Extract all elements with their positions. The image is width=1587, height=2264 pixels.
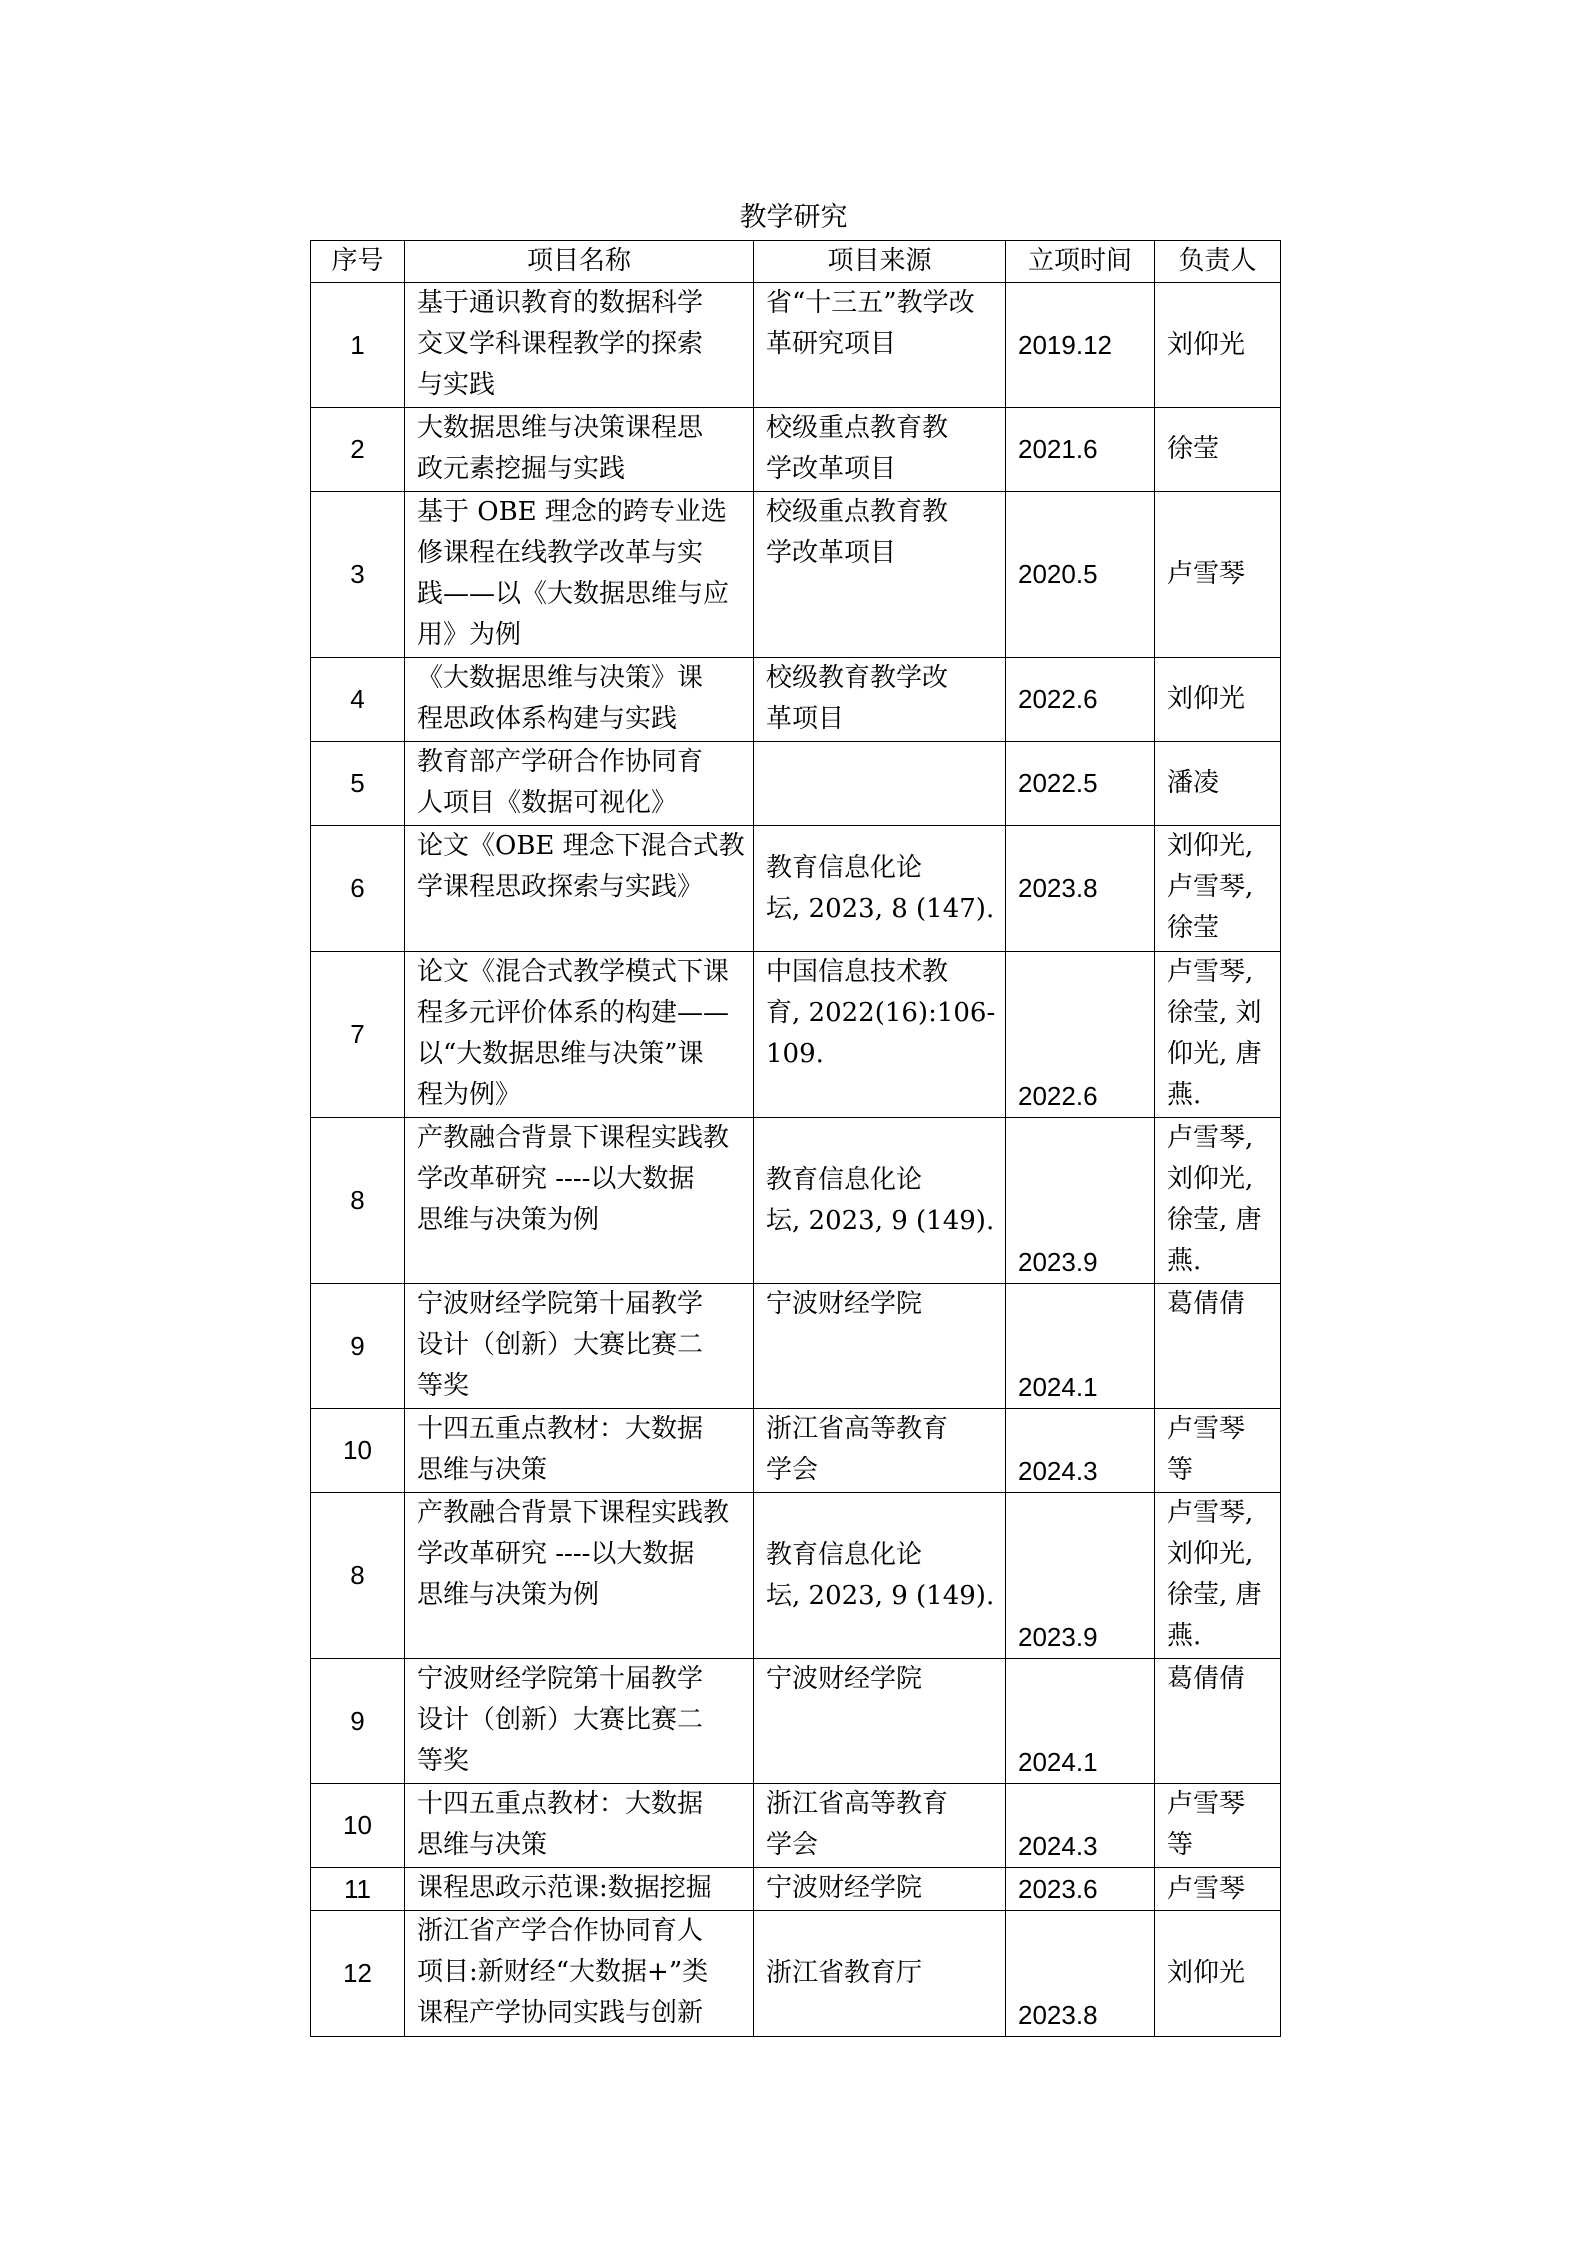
cell-leader — [1155, 1659, 1281, 1784]
cell-text-line: 刘仰光 — [1167, 1958, 1246, 1988]
cell-leader — [1155, 1284, 1281, 1409]
cell-text-line: 政元素挖掘与实践 — [417, 454, 626, 484]
cell-text-line: 程思政体系构建与实践 — [417, 704, 678, 734]
cell-index: 5 — [311, 742, 405, 826]
cell-text-line: 人项目《数据可视化》 — [417, 788, 678, 818]
cell-project-name — [405, 742, 754, 826]
cell-index: 3 — [311, 492, 405, 658]
cell-index: 1 — [311, 283, 405, 408]
cell-text-line: 宁波财经学院 — [766, 1873, 923, 1903]
cell-leader — [1155, 1409, 1281, 1493]
cell-index: 9 — [311, 1284, 405, 1409]
cell-text-line: 燕. — [1167, 1080, 1202, 1110]
cell-text-line: 徐莹 — [1167, 434, 1220, 464]
header-project-name: 项目名称 — [405, 241, 754, 283]
cell-text-line: 坛, 2023, 9 (149). — [766, 1580, 995, 1611]
cell-project-source — [754, 658, 1006, 742]
cell-project-source — [754, 952, 1006, 1118]
cell-project-source — [754, 742, 1006, 826]
research-table — [310, 240, 1281, 2037]
table-header-row — [311, 241, 1281, 283]
cell-index: 11 — [311, 1868, 405, 1911]
cell-text-line: 宁波财经学院第十届教学 — [417, 1289, 704, 1319]
cell-text-line: 教育信息化论 — [766, 1164, 923, 1195]
cell-start-date: 2023.9 — [1006, 1118, 1155, 1284]
cell-index: 2 — [311, 408, 405, 492]
cell-leader — [1155, 492, 1281, 658]
table-row — [311, 826, 1281, 952]
cell-start-date: 2023.8 — [1006, 1911, 1155, 2037]
cell-text-line: 浙江省高等教育 — [766, 1414, 949, 1444]
cell-start-date: 2024.3 — [1006, 1784, 1155, 1868]
cell-text-line: 等 — [1167, 1455, 1194, 1485]
cell-project-name — [405, 1911, 754, 2037]
cell-text-line: 修课程在线教学改革与实 — [417, 538, 704, 568]
cell-leader — [1155, 1493, 1281, 1659]
cell-text-line: 燕. — [1167, 1246, 1202, 1276]
cell-text-line: 教育信息化论 — [766, 1539, 923, 1570]
cell-text-line: 思维与决策为例 — [417, 1205, 600, 1235]
cell-project-name — [405, 1493, 754, 1659]
cell-text-line: 课程思政示范课:数据挖掘 — [417, 1873, 712, 1903]
table-row — [311, 1659, 1281, 1784]
cell-start-date: 2020.5 — [1006, 492, 1155, 658]
cell-text-line: 学课程思政探索与实践》 — [417, 872, 704, 902]
table-row — [311, 1284, 1281, 1409]
cell-start-date: 2024.3 — [1006, 1409, 1155, 1493]
cell-text-line: 刘仰光, — [1167, 1164, 1254, 1194]
cell-project-source — [754, 1284, 1006, 1409]
cell-text-line: 浙江省高等教育 — [766, 1789, 949, 1819]
cell-text-line: 十四五重点教材：大数据 — [417, 1789, 704, 1819]
cell-start-date: 2022.5 — [1006, 742, 1155, 826]
cell-text-line: 徐莹, 唐 — [1167, 1580, 1262, 1610]
table-row — [311, 658, 1281, 742]
cell-text-line: 基于通识教育的数据科学 — [417, 288, 704, 318]
cell-text-line: 刘仰光, — [1167, 1539, 1254, 1569]
cell-project-name — [405, 1284, 754, 1409]
header-index: 序号 — [311, 241, 405, 283]
cell-project-source — [754, 1118, 1006, 1284]
cell-text-line: 学改革研究 ----以大数据 — [417, 1539, 695, 1569]
cell-text-line: 教育部产学研合作协同育 — [417, 747, 704, 777]
table-row — [311, 408, 1281, 492]
cell-text-line: 燕. — [1167, 1621, 1202, 1651]
cell-text-line: 浙江省产学合作协同育人 — [417, 1916, 704, 1946]
cell-leader — [1155, 1118, 1281, 1284]
cell-start-date: 2024.1 — [1006, 1659, 1155, 1784]
cell-text-line: 项目:新财经“大数据+”类 — [417, 1957, 709, 1987]
cell-start-date: 2022.6 — [1006, 658, 1155, 742]
cell-text-line: 设计（创新）大赛比赛二 — [417, 1330, 704, 1360]
cell-start-date: 2024.1 — [1006, 1284, 1155, 1409]
cell-text-line: 大数据思维与决策课程思 — [417, 413, 704, 443]
cell-text-line: 基于 OBE 理念的跨专业选 — [417, 497, 727, 527]
header-leader: 负责人 — [1155, 241, 1281, 283]
cell-index: 4 — [311, 658, 405, 742]
document-title: 教学研究 — [739, 202, 848, 233]
cell-text-line: 学会 — [766, 1455, 819, 1485]
table-row — [311, 1911, 1281, 2037]
cell-project-name — [405, 658, 754, 742]
cell-text-line: 刘仰光 — [1167, 329, 1246, 360]
cell-project-source — [754, 283, 1006, 408]
cell-text-line: 卢雪琴 — [1167, 1414, 1246, 1444]
cell-text-line: 宁波财经学院 — [766, 1289, 923, 1319]
cell-project-source — [754, 1868, 1006, 1911]
cell-text-line: 校级重点教育教 — [766, 497, 949, 527]
cell-leader — [1155, 283, 1281, 408]
cell-text-line: 学改革项目 — [766, 454, 897, 484]
table-body — [311, 283, 1281, 2037]
cell-leader — [1155, 1868, 1281, 1911]
cell-text-line: 用》为例 — [417, 620, 522, 650]
cell-text-line: 109. — [766, 1039, 824, 1069]
cell-project-name — [405, 283, 754, 408]
cell-start-date: 2023.9 — [1006, 1493, 1155, 1659]
table-row — [311, 742, 1281, 826]
table-row — [311, 1409, 1281, 1493]
cell-text-line: 学改革研究 ----以大数据 — [417, 1164, 695, 1194]
cell-text-line: 产教融合背景下课程实践教 — [417, 1498, 730, 1528]
cell-text-line: 徐莹, 唐 — [1167, 1205, 1262, 1235]
cell-text-line: 课程产学协同实践与创新 — [417, 1998, 704, 2028]
cell-text-line: 葛倩倩 — [1167, 1289, 1246, 1319]
cell-text-line: 卢雪琴, — [1167, 1123, 1254, 1153]
cell-text-line: 程多元评价体系的构建—— — [417, 998, 730, 1028]
cell-text-line: 等奖 — [417, 1746, 470, 1776]
cell-text-line: 等 — [1167, 1830, 1194, 1860]
cell-text-line: 宁波财经学院第十届教学 — [417, 1664, 704, 1694]
cell-text-line: 《大数据思维与决策》课 — [417, 663, 704, 693]
cell-text-line: 交叉学科课程教学的探索 — [417, 329, 704, 359]
cell-text-line: 校级教育教学改 — [766, 663, 949, 693]
cell-index: 8 — [311, 1493, 405, 1659]
cell-start-date: 2019.12 — [1006, 283, 1155, 408]
table-row — [311, 1784, 1281, 1868]
cell-project-name — [405, 408, 754, 492]
cell-text-line: 产教融合背景下课程实践教 — [417, 1123, 730, 1153]
cell-leader — [1155, 826, 1281, 952]
cell-project-name — [405, 492, 754, 658]
cell-text-line: 卢雪琴, — [1167, 872, 1254, 902]
cell-index: 7 — [311, 952, 405, 1118]
cell-leader — [1155, 408, 1281, 492]
cell-text-line: 思维与决策 — [417, 1830, 548, 1860]
cell-text-line: 等奖 — [417, 1371, 470, 1401]
cell-text-line: 葛倩倩 — [1167, 1664, 1246, 1694]
cell-text-line: 浙江省教育厅 — [766, 1958, 923, 1988]
cell-leader — [1155, 952, 1281, 1118]
cell-start-date: 2023.8 — [1006, 826, 1155, 952]
cell-text-line: 卢雪琴, — [1167, 957, 1254, 987]
cell-text-line: 刘仰光, — [1167, 831, 1254, 861]
cell-project-source — [754, 1911, 1006, 2037]
cell-text-line: 坛, 2023, 9 (149). — [766, 1205, 995, 1236]
cell-text-line: 卢雪琴 — [1167, 1789, 1246, 1819]
header-start-date: 立项时间 — [1006, 241, 1155, 283]
cell-index: 10 — [311, 1409, 405, 1493]
cell-text-line: 与实践 — [417, 370, 496, 400]
cell-project-name — [405, 952, 754, 1118]
cell-project-name — [405, 1868, 754, 1911]
cell-text-line: 论文《混合式教学模式下课 — [417, 957, 730, 987]
cell-text-line: 宁波财经学院 — [766, 1664, 923, 1694]
cell-project-source — [754, 1659, 1006, 1784]
cell-text-line: 卢雪琴, — [1167, 1498, 1254, 1528]
cell-start-date: 2021.6 — [1006, 408, 1155, 492]
cell-project-name — [405, 826, 754, 952]
cell-leader — [1155, 742, 1281, 826]
cell-text-line: 程为例》 — [417, 1080, 522, 1110]
cell-text-line: 坛, 2023, 8 (147). — [766, 893, 995, 924]
header-project-source: 项目来源 — [754, 241, 1006, 283]
cell-text-line: 论文《OBE 理念下混合式教 — [417, 831, 745, 861]
table-row — [311, 1868, 1281, 1911]
cell-text-line: 设计（创新）大赛比赛二 — [417, 1705, 704, 1735]
table-row — [311, 952, 1281, 1118]
cell-text-line: 思维与决策为例 — [417, 1580, 600, 1610]
cell-text-line: 卢雪琴 — [1167, 559, 1246, 589]
cell-text-line: 中国信息技术教 — [766, 957, 949, 987]
table-row — [311, 492, 1281, 658]
cell-project-source — [754, 492, 1006, 658]
cell-text-line: 徐莹, 刘 — [1167, 998, 1262, 1028]
cell-project-name — [405, 1784, 754, 1868]
cell-text-line: 仰光, 唐 — [1167, 1039, 1262, 1069]
cell-project-source — [754, 1493, 1006, 1659]
cell-start-date: 2023.6 — [1006, 1868, 1155, 1911]
cell-text-line: 十四五重点教材：大数据 — [417, 1414, 704, 1444]
table-row — [311, 1118, 1281, 1284]
cell-project-source — [754, 1784, 1006, 1868]
cell-text-line: 践——以《大数据思维与应 — [417, 579, 730, 609]
cell-index: 10 — [311, 1784, 405, 1868]
cell-project-name — [405, 1409, 754, 1493]
cell-text-line: 思维与决策 — [417, 1455, 548, 1485]
cell-text-line: 教育信息化论 — [766, 852, 923, 883]
cell-text-line: 刘仰光 — [1167, 684, 1246, 714]
cell-text-line: 革项目 — [766, 704, 845, 734]
cell-text-line: 卢雪琴 — [1167, 1873, 1246, 1904]
cell-start-date: 2022.6 — [1006, 952, 1155, 1118]
cell-leader — [1155, 658, 1281, 742]
cell-project-source — [754, 408, 1006, 492]
table-row — [311, 1493, 1281, 1659]
cell-index: 6 — [311, 826, 405, 952]
cell-index: 9 — [311, 1659, 405, 1784]
cell-project-name — [405, 1118, 754, 1284]
cell-text-line: 以“大数据思维与决策”课 — [417, 1039, 704, 1069]
cell-leader — [1155, 1784, 1281, 1868]
cell-text-line: 省“十三五”教学改 — [766, 288, 975, 318]
cell-text-line: 校级重点教育教 — [766, 413, 949, 443]
cell-project-source — [754, 1409, 1006, 1493]
cell-text-line: 徐莹 — [1167, 913, 1220, 943]
cell-text-line: 学会 — [766, 1830, 819, 1860]
cell-index: 8 — [311, 1118, 405, 1284]
cell-text-line: 育, 2022(16):106- — [766, 998, 996, 1028]
cell-text-line: 革研究项目 — [766, 329, 897, 359]
cell-project-name — [405, 1659, 754, 1784]
table-row — [311, 283, 1281, 408]
cell-text-line: 学改革项目 — [766, 538, 897, 568]
cell-index: 12 — [311, 1911, 405, 2037]
cell-project-source — [754, 826, 1006, 952]
cell-leader — [1155, 1911, 1281, 2037]
cell-text-line: 潘凌 — [1167, 768, 1220, 798]
